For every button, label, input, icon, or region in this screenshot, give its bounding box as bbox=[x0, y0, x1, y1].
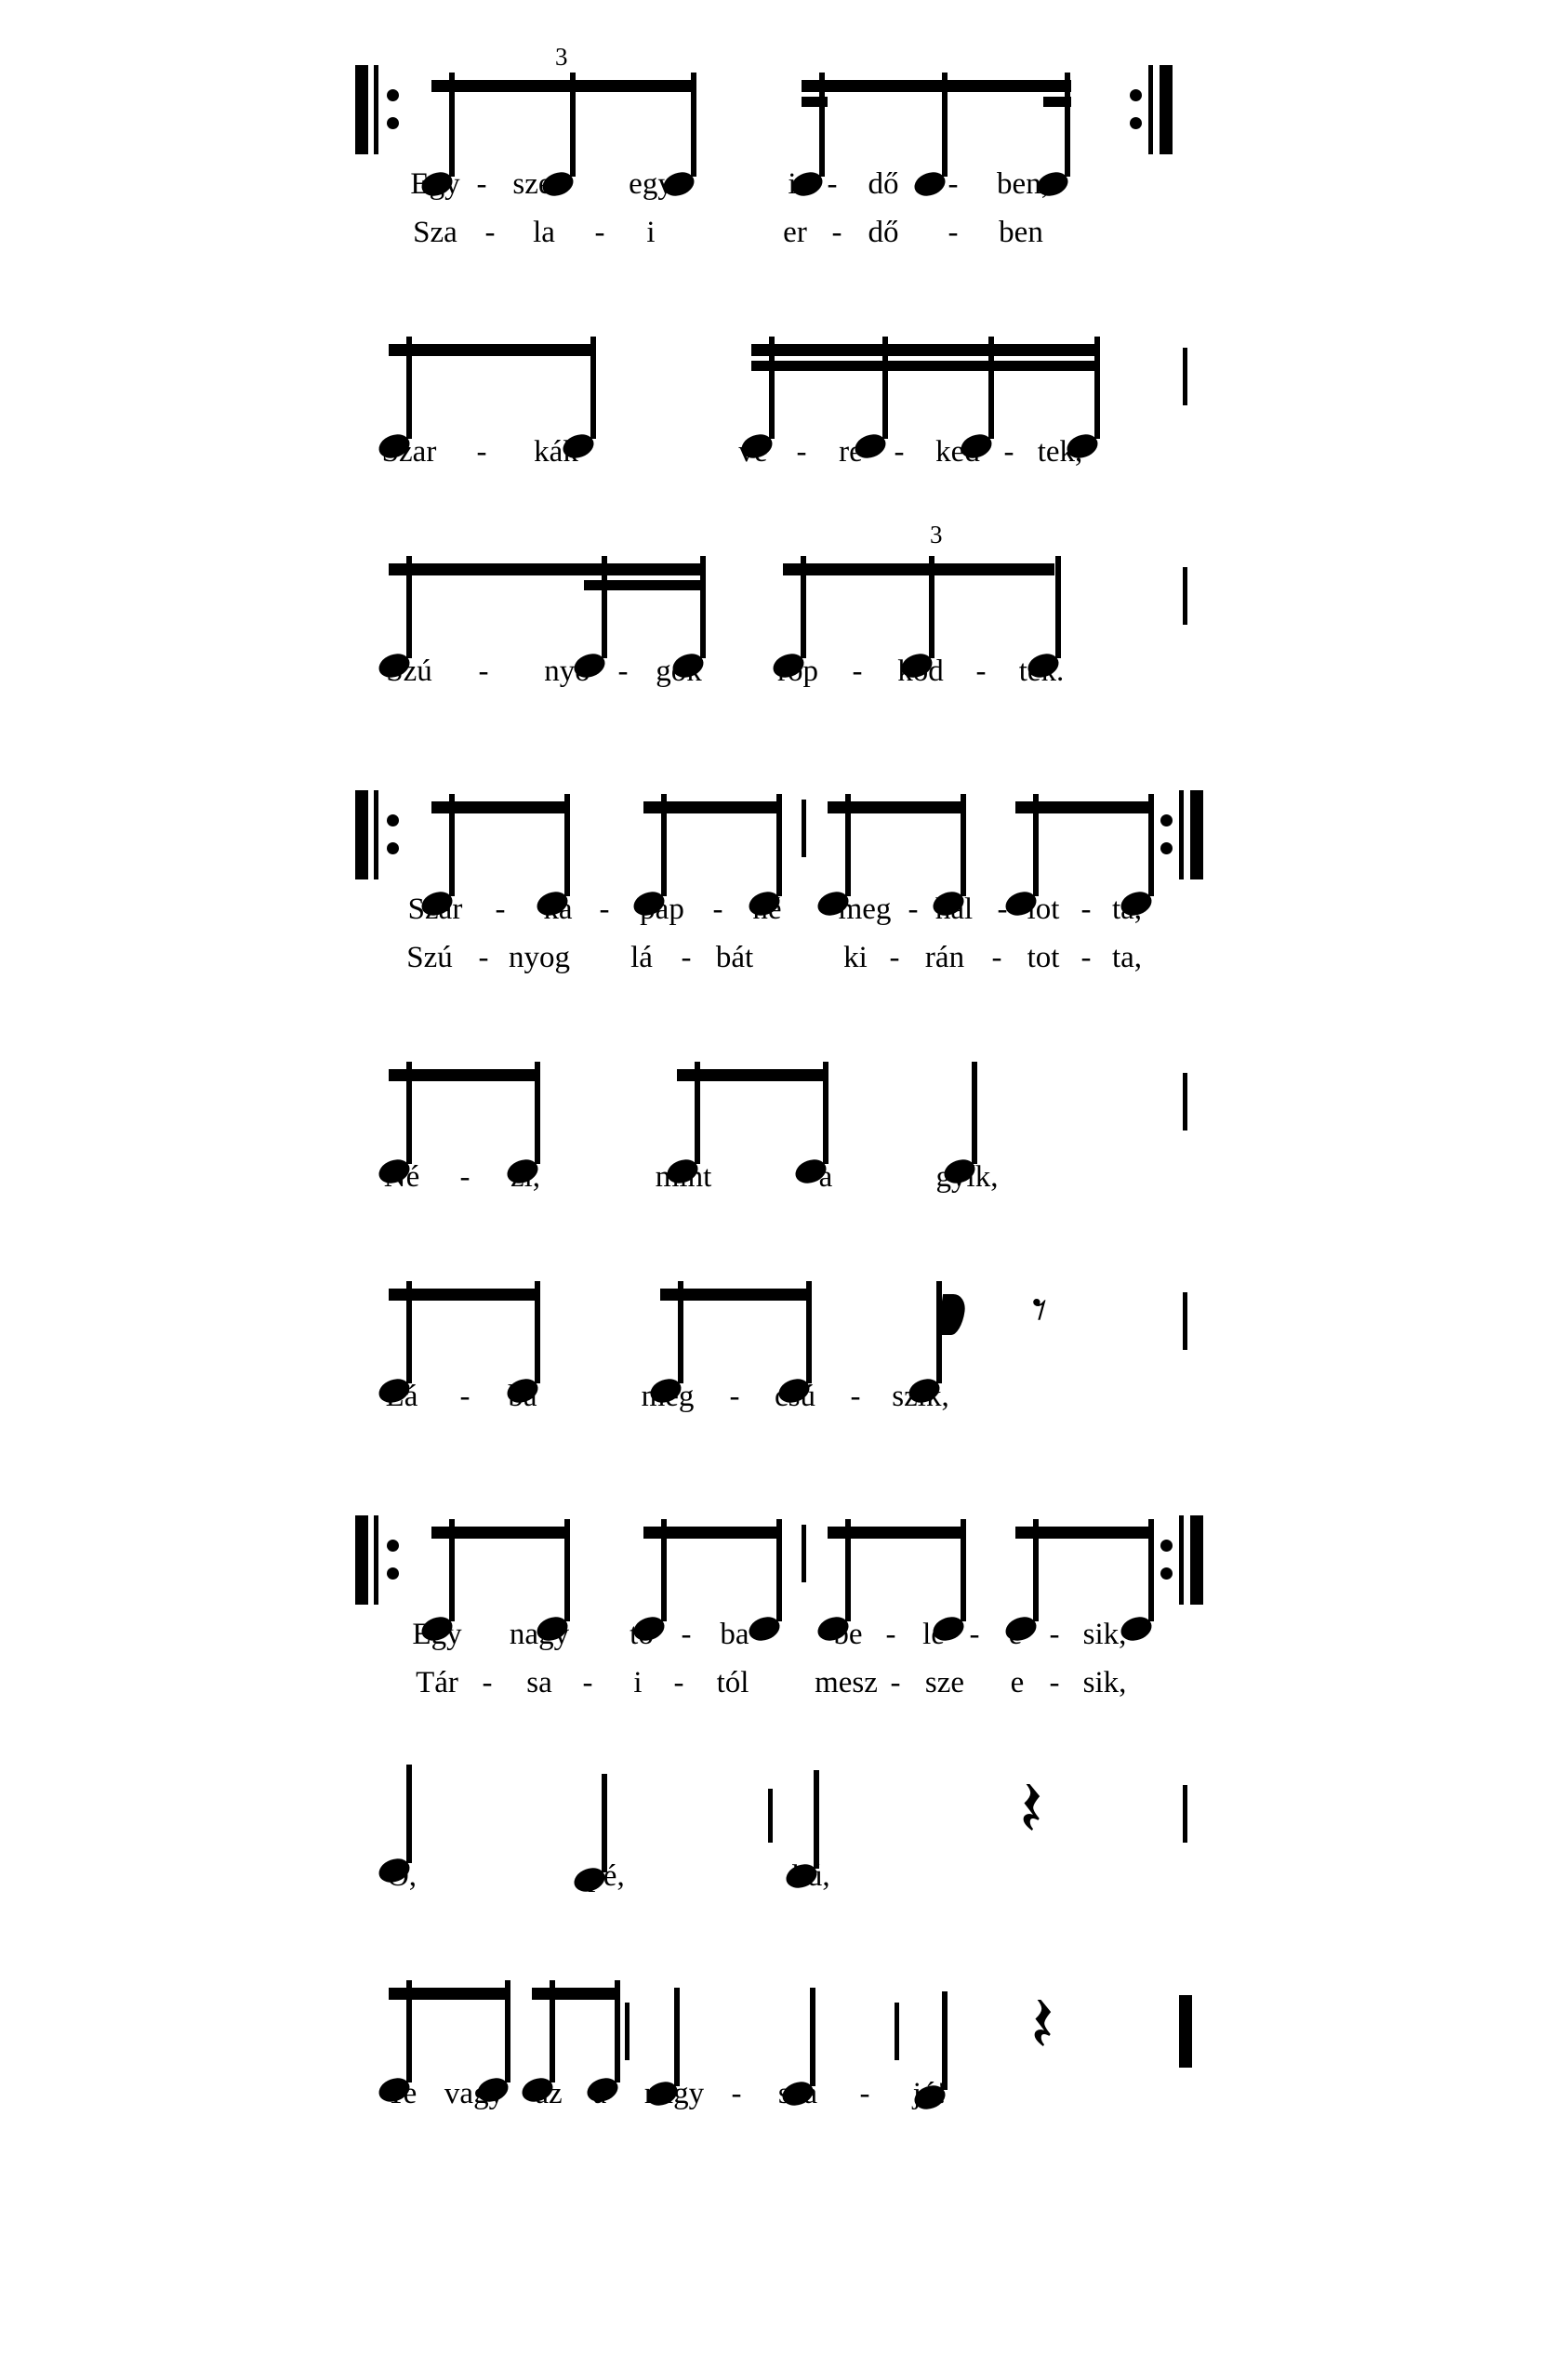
barline bbox=[1183, 1073, 1187, 1130]
lyric-syllable: rán bbox=[924, 941, 965, 974]
barline bbox=[802, 800, 806, 857]
lyric-syllable: ki bbox=[843, 941, 868, 974]
barline bbox=[1183, 567, 1187, 625]
lyric-hyphen: - bbox=[1080, 941, 1092, 974]
lyric-hyphen: - bbox=[997, 892, 1008, 926]
lyric-syllable: mesz bbox=[815, 1666, 878, 1699]
lyric-hyphen: - bbox=[850, 1380, 861, 1413]
lyric-hyphen: - bbox=[478, 941, 489, 974]
lyric-syllable: köd bbox=[897, 654, 944, 688]
lyric-hyphen: - bbox=[1003, 435, 1014, 469]
lyric-hyphen: - bbox=[673, 1666, 684, 1699]
lyric-hyphen: - bbox=[459, 1160, 471, 1194]
lyric-hyphen: - bbox=[582, 1666, 593, 1699]
lyric-hyphen: - bbox=[908, 892, 919, 926]
lyric-syllable: e bbox=[1008, 1618, 1023, 1651]
lyric-syllable: lot bbox=[1027, 892, 1060, 926]
lyric-hyphen: - bbox=[894, 435, 905, 469]
quarter-rest: 𝄽 bbox=[1019, 1763, 1043, 1854]
tuplet-number: 3 bbox=[555, 43, 568, 71]
barline bbox=[1183, 348, 1187, 405]
lyric-syllable: szik, bbox=[892, 1380, 949, 1413]
lyric-syllable: er bbox=[783, 216, 807, 249]
lyric-syllable: kú, bbox=[791, 1859, 830, 1893]
quarter-rest: 𝄽 bbox=[1030, 1978, 1054, 2069]
lyric-syllable: mint bbox=[655, 1160, 712, 1194]
lyric-syllable: nagy bbox=[643, 2077, 705, 2110]
lyric-syllable: pé, bbox=[588, 1859, 625, 1893]
lyric-syllable: az bbox=[535, 2077, 563, 2110]
lyric-hyphen: - bbox=[476, 435, 487, 469]
system-2 bbox=[0, 314, 1564, 483]
lyric-syllable: ta, bbox=[1111, 892, 1143, 926]
lyrics-line bbox=[0, 892, 1564, 941]
lyric-syllable: Szar bbox=[381, 435, 437, 469]
lyric-hyphen: - bbox=[885, 1618, 896, 1651]
lyric-syllable: szá bbox=[777, 2077, 818, 2110]
beam bbox=[532, 1988, 619, 2000]
lyric-syllable: Egy bbox=[412, 1618, 462, 1651]
lyric-syllable: e bbox=[1010, 1666, 1025, 1699]
lyric-hyphen: - bbox=[827, 167, 838, 201]
lyric-hyphen: - bbox=[1049, 1666, 1060, 1699]
beam bbox=[431, 80, 692, 92]
lyric-syllable: Lá bbox=[385, 1380, 418, 1413]
lyric-hyphen: - bbox=[712, 892, 723, 926]
staff-1 bbox=[0, 37, 1564, 167]
lyric-hyphen: - bbox=[889, 941, 900, 974]
lyric-syllable: zi, bbox=[510, 1160, 541, 1194]
lyric-syllable: i bbox=[788, 167, 797, 201]
lyric-hyphen: - bbox=[484, 216, 496, 249]
lyric-hyphen: - bbox=[890, 1666, 901, 1699]
lyric-hyphen: - bbox=[482, 1666, 493, 1699]
lyric-syllable: sik, bbox=[1082, 1618, 1127, 1651]
lyric-syllable: ben bbox=[999, 216, 1043, 249]
beam bbox=[751, 344, 1097, 356]
lyric-hyphen: - bbox=[1049, 1618, 1060, 1651]
lyric-hyphen: - bbox=[495, 892, 506, 926]
barline bbox=[895, 2003, 899, 2060]
barline bbox=[625, 2003, 630, 2060]
lyric-syllable: szer bbox=[512, 167, 563, 201]
beam bbox=[389, 563, 705, 575]
lyric-syllable: csú bbox=[775, 1380, 815, 1413]
lyric-syllable: ve bbox=[738, 435, 768, 469]
lyric-syllable: jú! bbox=[912, 2077, 948, 2110]
system-9 bbox=[0, 1958, 1564, 2125]
lyric-hyphen: - bbox=[948, 216, 959, 249]
lyric-syllable: tek. bbox=[1018, 654, 1065, 688]
lyric-syllable: ka bbox=[543, 892, 573, 926]
lyric-syllable: i bbox=[646, 216, 656, 249]
lyric-syllable: re bbox=[839, 435, 863, 469]
lyric-syllable: a bbox=[818, 1160, 833, 1194]
lyrics-line bbox=[0, 1859, 1564, 1908]
system-8 bbox=[0, 1740, 1564, 1908]
staff-9 bbox=[0, 1958, 1564, 2077]
lyric-syllable: nyo bbox=[544, 654, 590, 688]
lyrics-line bbox=[0, 941, 1564, 989]
barline bbox=[802, 1525, 806, 1582]
lyric-hyphen: - bbox=[1080, 892, 1092, 926]
lyrics-line bbox=[0, 1380, 1564, 1428]
lyric-syllable: sa bbox=[526, 1666, 552, 1699]
system-4 bbox=[0, 772, 1564, 989]
lyric-syllable: sze bbox=[924, 1666, 965, 1699]
lyrics-line bbox=[0, 1160, 1564, 1209]
lyric-hyphen: - bbox=[969, 1618, 980, 1651]
system-6 bbox=[0, 1259, 1564, 1428]
lyric-syllable: a bbox=[592, 2077, 607, 2110]
lyric-syllable: dő bbox=[868, 167, 899, 201]
staff-3 bbox=[0, 521, 1564, 654]
lyric-hyphen: - bbox=[852, 654, 863, 688]
lyrics-line bbox=[0, 2077, 1564, 2125]
lyric-syllable: ba bbox=[720, 1618, 749, 1651]
eighth-rest: 𝄾 bbox=[1032, 1276, 1048, 1343]
lyric-syllable: Te bbox=[386, 2077, 418, 2110]
lyric-syllable: Né bbox=[383, 1160, 420, 1194]
tuplet-number: 3 bbox=[930, 521, 943, 549]
system-1 bbox=[0, 0, 1564, 264]
lyric-syllable: hal bbox=[934, 892, 974, 926]
lyric-syllable: pap bbox=[640, 892, 684, 926]
lyric-syllable: bát bbox=[715, 941, 754, 974]
lyric-syllable: la bbox=[533, 216, 555, 249]
barline bbox=[1183, 1292, 1187, 1350]
lyric-syllable: nagy bbox=[509, 1618, 570, 1651]
lyric-syllable: röp bbox=[777, 654, 818, 688]
beam bbox=[802, 80, 1071, 92]
lyric-hyphen: - bbox=[617, 654, 629, 688]
lyric-hyphen: - bbox=[991, 941, 1002, 974]
lyric-syllable: tot bbox=[1027, 941, 1060, 974]
lyric-syllable: vagy bbox=[444, 2077, 505, 2110]
lyric-syllable: ba bbox=[508, 1380, 537, 1413]
lyric-hyphen: - bbox=[731, 2077, 742, 2110]
lyric-hyphen: - bbox=[599, 892, 610, 926]
lyric-syllable: kák bbox=[534, 435, 578, 469]
lyric-syllable: be bbox=[833, 1618, 863, 1651]
lyrics-line bbox=[0, 1618, 1564, 1666]
lyrics-line bbox=[0, 216, 1564, 264]
lyric-hyphen: - bbox=[975, 654, 987, 688]
lyric-syllable: tek, bbox=[1037, 435, 1083, 469]
staff-5 bbox=[0, 1039, 1564, 1160]
lyrics-line bbox=[0, 1666, 1564, 1714]
lyric-hyphen: - bbox=[859, 2077, 870, 2110]
staff-6 bbox=[0, 1259, 1564, 1380]
system-7 bbox=[0, 1497, 1564, 1714]
lyric-syllable: dő bbox=[868, 216, 899, 249]
lyric-syllable: Ó, bbox=[386, 1859, 418, 1893]
lyric-syllable: tó bbox=[630, 1618, 654, 1651]
lyric-syllable: Szú bbox=[406, 941, 453, 974]
lyric-syllable: Szú bbox=[386, 654, 432, 688]
lyric-syllable: gyík, bbox=[935, 1160, 999, 1194]
lyric-syllable: egy bbox=[629, 167, 673, 201]
lyric-hyphen: - bbox=[831, 216, 842, 249]
lyric-syllable: i bbox=[633, 1666, 643, 1699]
staff-2 bbox=[0, 314, 1564, 435]
beam-secondary bbox=[751, 361, 1097, 371]
lyric-hyphen: - bbox=[948, 167, 959, 201]
lyric-syllable: tól bbox=[716, 1666, 749, 1699]
beam bbox=[783, 563, 1054, 575]
lyric-syllable: ta, bbox=[1111, 941, 1143, 974]
final-barline bbox=[1179, 1995, 1192, 2068]
barline bbox=[768, 1789, 773, 1843]
lyric-hyphen: - bbox=[729, 1380, 740, 1413]
lyric-syllable: Szar bbox=[407, 892, 463, 926]
lyric-syllable: nyog bbox=[509, 941, 570, 974]
lyric-hyphen: - bbox=[478, 654, 489, 688]
lyric-syllable: Tár bbox=[416, 1666, 458, 1699]
lyric-hyphen: - bbox=[681, 941, 692, 974]
lyric-hyphen: - bbox=[594, 216, 605, 249]
lyric-hyphen: - bbox=[459, 1380, 471, 1413]
lyric-syllable: Egy bbox=[410, 167, 460, 201]
staff-7 bbox=[0, 1497, 1564, 1618]
lyric-hyphen: - bbox=[796, 435, 807, 469]
system-5 bbox=[0, 1039, 1564, 1209]
barline bbox=[1183, 1785, 1187, 1843]
staff-8 bbox=[0, 1740, 1564, 1859]
lyric-syllable: né bbox=[752, 892, 782, 926]
staff-4 bbox=[0, 772, 1564, 892]
lyric-syllable: le bbox=[922, 1618, 945, 1651]
system-3 bbox=[0, 521, 1564, 703]
lyric-syllable: meg bbox=[641, 1380, 695, 1413]
lyrics-line bbox=[0, 167, 1564, 216]
lyric-syllable: meg bbox=[838, 892, 892, 926]
lyric-syllable: ked bbox=[935, 435, 980, 469]
lyric-syllable: lá bbox=[630, 941, 653, 974]
lyric-syllable: ben, bbox=[997, 167, 1049, 201]
lyrics-line bbox=[0, 654, 1564, 703]
lyric-hyphen: - bbox=[476, 167, 487, 201]
lyrics-line bbox=[0, 435, 1564, 483]
lyric-syllable: Sza bbox=[413, 216, 457, 249]
beam bbox=[389, 344, 595, 356]
lyric-hyphen: - bbox=[681, 1618, 692, 1651]
lyric-syllable: sik, bbox=[1082, 1666, 1127, 1699]
lyric-syllable: gok bbox=[656, 654, 702, 688]
